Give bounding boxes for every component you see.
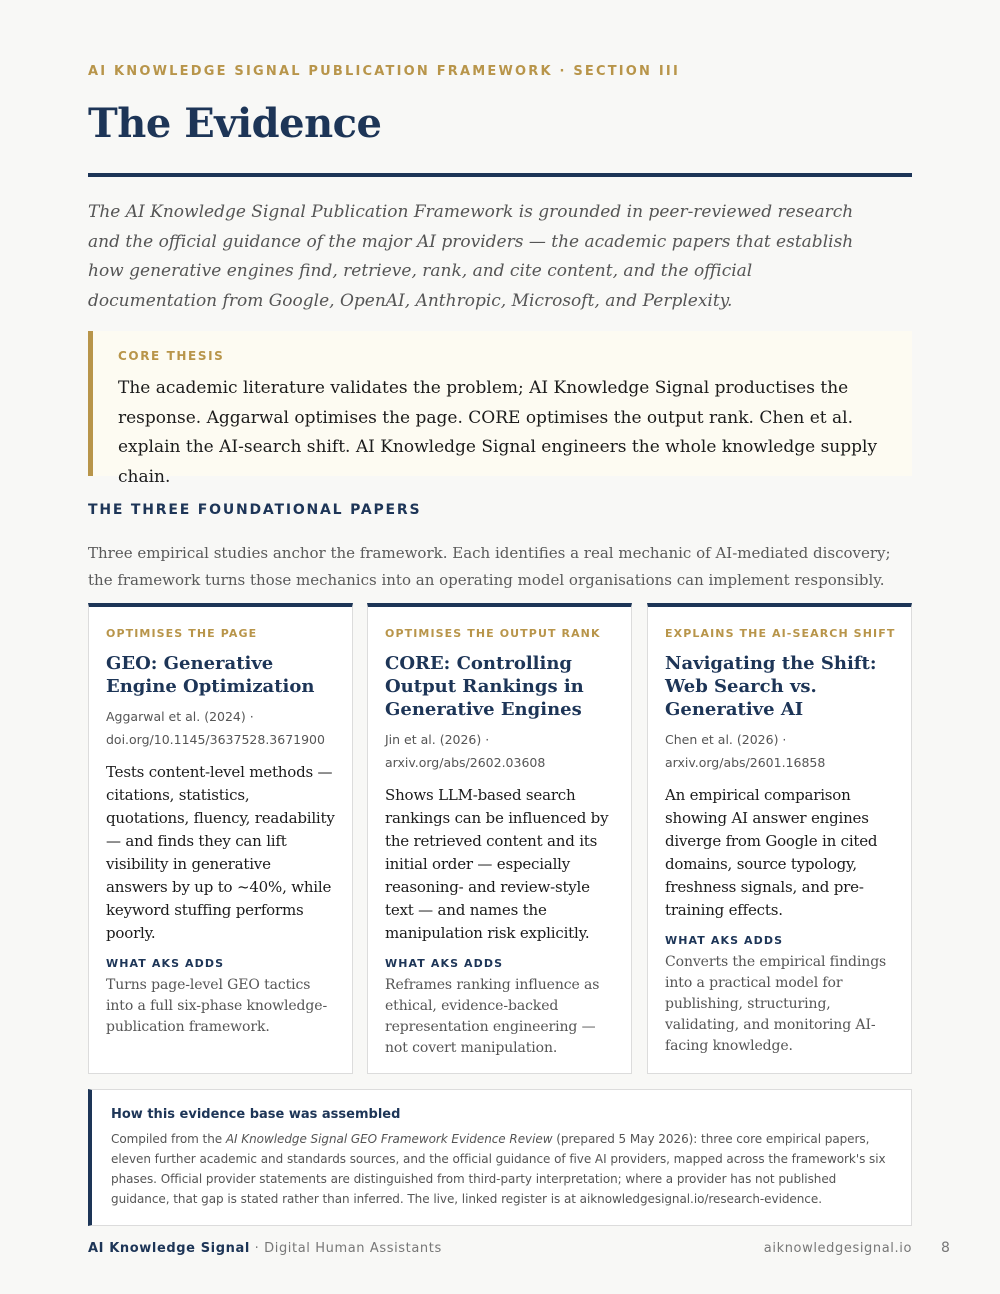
core-thesis-label: CORE THESIS [118, 349, 225, 363]
card-kicker: OPTIMISES THE OUTPUT RANK [385, 627, 601, 640]
evidence-note [88, 1089, 912, 1226]
papers-section-heading: THE THREE FOUNDATIONAL PAPERS [88, 502, 422, 518]
note-text-italic: AI Knowledge Signal GEO Framework Evidence Review [225, 1132, 553, 1146]
card-title: GEO: Generative Engine Optimization [106, 653, 315, 697]
page-title: The Evidence [88, 100, 382, 147]
card-kicker: OPTIMISES THE PAGE [106, 627, 258, 640]
paper-card-core [367, 603, 632, 1074]
footer-brand-name: AI Knowledge Signal [88, 1241, 250, 1256]
card-body: An empirical comparison showing AI answer engines diverge from Google in cited domains, source typology, freshness signals, and pre-training effects. [665, 786, 878, 919]
page-number: 8 [941, 1240, 950, 1256]
card-body: Shows LLM-based search rankings can be influenced by the retrieved content and its initial order — especially reasoning- and review-style text — and names the manipulation risk explicitly. [385, 786, 609, 942]
note-text-lead: Compiled from the [111, 1132, 226, 1146]
core-thesis-text: The academic literature validates the problem; AI Knowledge Signal productises the response. Aggarwal optimises the page. CORE optimises the output rank. Chen et al. explain the AI-search shift. AI Knowledge Signal engineers the whole knowledge supply chain. [118, 378, 878, 487]
evidence-note-text [111, 1129, 893, 1209]
evidence-note-title: How this evidence base was assembled [111, 1107, 401, 1122]
card-adds-label: WHAT AKS ADDS [385, 957, 504, 970]
title-divider [88, 173, 912, 177]
footer-brand [88, 1241, 442, 1256]
card-citation: Jin et al. (2026) · arxiv.org/abs/2602.03608 [385, 732, 546, 770]
footer-url: aiknowledgesignal.io [763, 1241, 912, 1256]
note-text-rest: (prepared 5 May 2026): three core empirical papers, eleven further academic and standards sources, and the official guidance of five AI providers, mapped across the framework's six phases. Official provider statements are distinguished from third-party interpretation; where a provider has not published guidance, that gap is stated rather than inferred. The live, linked register is at aiknowledgesignal.io/research-evidence. [111, 1132, 886, 1206]
card-kicker: EXPLAINS THE AI-SEARCH SHIFT [665, 627, 896, 640]
card-adds-text: Reframes ranking influence as ethical, evidence-backed representation engineering — not covert manipulation. [385, 977, 600, 1056]
paper-cards [88, 603, 912, 1075]
card-adds-text: Turns page-level GEO tactics into a full six-phase knowledge-publication framework. [106, 977, 328, 1035]
card-citation: Chen et al. (2026) · arxiv.org/abs/2601.16858 [665, 732, 826, 770]
card-citation: Aggarwal et al. (2024) · doi.org/10.1145/3637528.3671900 [106, 709, 325, 747]
paper-card-geo [88, 603, 353, 1074]
card-adds-label: WHAT AKS ADDS [106, 957, 225, 970]
papers-section-intro: Three empirical studies anchor the framework. Each identifies a real mechanic of AI-mediated discovery; the framework turns those mechanics into an operating model organisations can implement responsibly. [88, 544, 891, 589]
intro-paragraph: The AI Knowledge Signal Publication Framework is grounded in peer-reviewed research and the official guidance of the major AI providers — the academic papers that establish how generative engines find, retrieve, rank, and cite content, and the official documentation from Google, OpenAI, Anthropic, Microsoft, and Perplexity. [88, 202, 854, 311]
paper-card-navigating-shift [647, 603, 912, 1074]
footer-tagline: · Digital Human Assistants [249, 1241, 442, 1256]
section-eyebrow: AI KNOWLEDGE SIGNAL PUBLICATION FRAMEWORK · SECTION III [88, 64, 680, 79]
card-title: Navigating the Shift: Web Search vs. Generative AI [665, 653, 877, 720]
card-adds-text: Converts the empirical findings into a practical model for publishing, structuring, validating, and monitoring AI-facing knowledge. [665, 954, 887, 1054]
card-title: CORE: Controlling Output Rankings in Generative Engines [385, 653, 584, 720]
core-thesis-callout [88, 331, 912, 487]
card-body: Tests content-level methods — citations, statistics, quotations, fluency, readability — and finds they can lift visibility in generative answers by up to ~40%, while keyword stuffing performs poorly. [106, 763, 335, 942]
card-adds-label: WHAT AKS ADDS [665, 934, 784, 947]
